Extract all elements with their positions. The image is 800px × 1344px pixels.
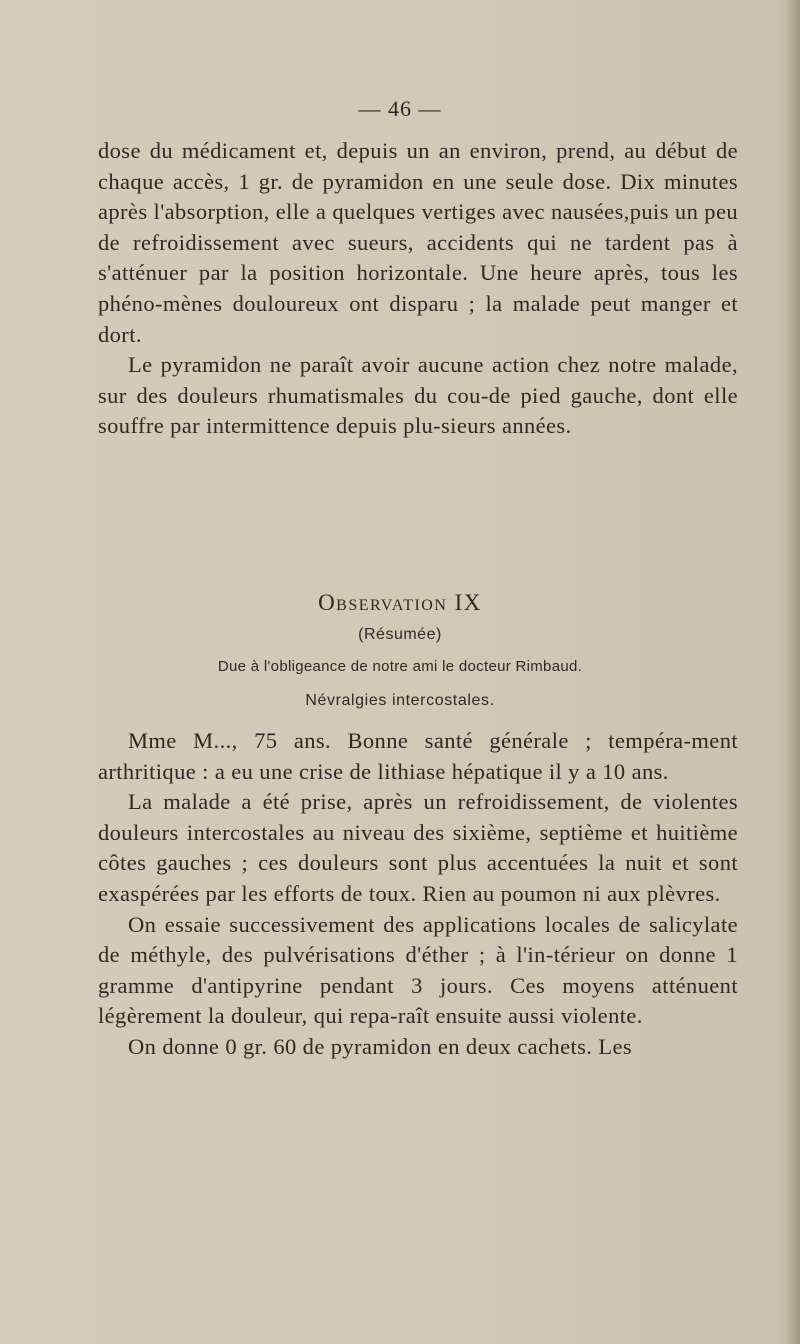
- observation-subtitle: (Résumée): [358, 626, 442, 643]
- paragraph-pyramidon-note: Le pyramidon ne paraît avoir aucune action chez notre malade, sur des douleurs rhumatismales du cou-de pied gauche, dont elle souffre par intermittence depuis plu-sieurs années.: [98, 352, 738, 439]
- paragraph-pyramidon-dose: On donne 0 gr. 60 de pyramidon en deux cachets. Les: [128, 1033, 633, 1059]
- paragraph-symptoms: La malade a été prise, après un refroidissement, de violentes douleurs intercostales au niveau des sixième, septième et huitième côtes gauches ; ces douleurs sont plus accentuées la nuit et sont exaspérées par les efforts de toux. Rien au poumon ni aux plèvres.: [98, 789, 738, 906]
- paragraph-patient: Mme M..., 75 ans. Bonne santé générale ; tempéra-ment arthritique : a eu une crise de lithiase hépatique il y a 10 ans.: [98, 728, 738, 784]
- paragraph-continuation: dose du médicament et, depuis un an environ, prend, au début de chaque accès, 1 gr. de pyramidon en une seule dose. Dix minutes après l'absorption, elle a quelques vertiges avec nausées,puis un peu de refroidissement avec sueurs, accidents qui ne tardent pas à s'atténuer par la position horizontale. Une heure après, tous les phéno-mènes douloureux ont disparu ; la malade peut manger et dort.: [98, 138, 738, 347]
- observation-credit: Due à l'obligeance de notre ami le docteur Rimbaud.: [217, 658, 583, 675]
- paragraph-treatments: On essaie successivement des applications locales de salicylate de méthyle, des pulvérisations d'éther ; à l'in-térieur on donne 1 gramme d'antipyrine pendant 3 jours. Ces moyens atténuent légèrement la douleur, qui repa-raît ensuite aussi violente.: [98, 911, 738, 1029]
- page-number: — 46 —: [358, 96, 442, 121]
- observation-title: Observation IX: [318, 590, 482, 615]
- text-block-top: [98, 136, 738, 442]
- text-block-bottom: [98, 726, 738, 1063]
- observation-topic: Névralgies intercostales.: [305, 692, 495, 709]
